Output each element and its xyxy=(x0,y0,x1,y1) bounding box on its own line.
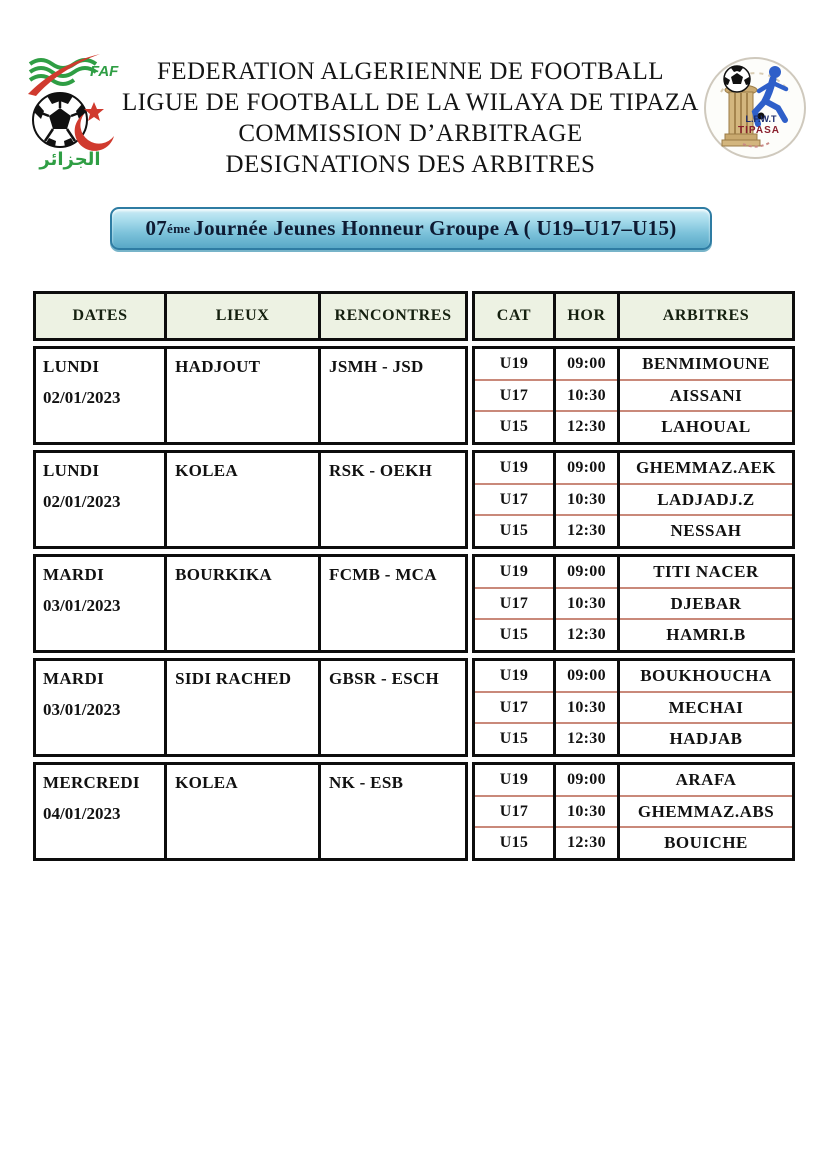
lfwt-tipasa-text: TIPASA xyxy=(737,125,780,136)
banner-number: 07 xyxy=(145,216,168,240)
lieu-cell: HADJOUT xyxy=(164,349,318,442)
cat-cell: U17 xyxy=(475,795,553,827)
arbitre-column xyxy=(617,453,792,546)
cat-cell: U15 xyxy=(475,514,553,546)
lieu-cell: BOURKIKA xyxy=(164,557,318,650)
arbitre-cell: ARAFA xyxy=(675,769,737,789)
date-cell xyxy=(36,453,164,546)
cat-column xyxy=(475,349,553,442)
date-day: MARDI xyxy=(43,669,104,688)
arbitre-cell: TITI NACER xyxy=(653,561,759,581)
arbitre-cell: LADJADJ.Z xyxy=(620,483,792,515)
date-cell xyxy=(36,661,164,754)
date-value: 02/01/2023 xyxy=(43,388,121,407)
arbitre-cell: HADJAB xyxy=(620,722,792,754)
cat-column xyxy=(475,453,553,546)
date-day: MARDI xyxy=(43,565,104,584)
match-group-row xyxy=(33,346,795,445)
hor-cell: 10:30 xyxy=(556,795,617,827)
col-header-hor: HOR xyxy=(553,294,617,338)
cat-cell: U15 xyxy=(475,826,553,858)
match-group-row xyxy=(33,554,795,653)
rencontre-cell: JSMH - JSD xyxy=(318,349,465,442)
faf-arabic-caption: الجزائر xyxy=(39,149,101,170)
faf-acronym-text: FAF xyxy=(90,63,119,80)
hor-cell: 10:30 xyxy=(556,483,617,515)
arbitre-cell: HAMRI.B xyxy=(620,618,792,650)
arbitre-cell: BENMIMOUNE xyxy=(642,353,770,373)
faf-logo-icon xyxy=(22,50,122,172)
hor-cell: 12:30 xyxy=(556,514,617,546)
match-group-row xyxy=(33,450,795,549)
hor-cell: 12:30 xyxy=(556,410,617,442)
date-value: 03/01/2023 xyxy=(43,700,121,719)
hor-column xyxy=(553,349,617,442)
hor-column xyxy=(553,453,617,546)
lieu-cell: KOLEA xyxy=(164,453,318,546)
header-title-block xyxy=(122,50,699,180)
date-day: LUNDI xyxy=(43,461,100,480)
col-header-lieux: LIEUX xyxy=(164,294,318,338)
table-body xyxy=(33,346,795,861)
date-value: 02/01/2023 xyxy=(43,492,121,511)
hor-cell: 12:30 xyxy=(556,826,617,858)
hor-cell: 09:00 xyxy=(567,562,606,580)
arbitre-column xyxy=(617,557,792,650)
arbitre-cell: NESSAH xyxy=(620,514,792,546)
banner-ordinal-sup: éme xyxy=(167,220,191,236)
hor-cell: 12:30 xyxy=(556,722,617,754)
lfwt-logo-icon xyxy=(699,52,811,164)
commission-title: COMMISSION D’ARBITRAGE xyxy=(238,120,583,147)
arbitre-cell: AISSANI xyxy=(620,379,792,411)
col-header-cat: CAT xyxy=(496,307,532,324)
cat-cell: U15 xyxy=(475,410,553,442)
arbitre-cell: MECHAI xyxy=(620,691,792,723)
title-banner xyxy=(110,207,712,250)
cat-cell: U19 xyxy=(499,666,529,684)
hor-column xyxy=(553,661,617,754)
arbitre-cell: BOUKHOUCHA xyxy=(640,665,772,685)
hor-column xyxy=(553,765,617,858)
cat-cell: U17 xyxy=(475,587,553,619)
lieu-cell: KOLEA xyxy=(164,765,318,858)
designations-table xyxy=(33,291,795,861)
cat-cell: U19 xyxy=(499,770,529,788)
designations-title: DESIGNATIONS DES ARBITRES xyxy=(225,151,596,178)
col-header-arbitres: ARBITRES xyxy=(617,294,792,338)
cat-cell: U19 xyxy=(499,562,529,580)
federation-title: FEDERATION ALGERIENNE DE FOOTBALL xyxy=(156,58,664,85)
cat-cell: U17 xyxy=(475,379,553,411)
ligue-title: LIGUE DE FOOTBALL DE LA WILAYA DE TIPAZA xyxy=(122,89,699,116)
cat-cell: U19 xyxy=(499,458,529,476)
arbitre-cell: LAHOUAL xyxy=(620,410,792,442)
date-cell xyxy=(36,349,164,442)
arbitre-column xyxy=(617,349,792,442)
cat-column xyxy=(475,661,553,754)
arbitre-cell: BOUICHE xyxy=(620,826,792,858)
hor-cell: 09:00 xyxy=(567,770,606,788)
banner-text: Journée Jeunes Honneur Groupe A ( U19–U17–U15) xyxy=(193,216,677,240)
cat-column xyxy=(475,765,553,858)
faf-algeria-logo xyxy=(22,50,122,177)
table-header-row xyxy=(33,291,795,341)
document-header xyxy=(0,0,827,180)
cat-cell: U15 xyxy=(475,722,553,754)
col-header-dates: DATES xyxy=(72,307,128,324)
hor-cell: 09:00 xyxy=(567,666,606,684)
arbitre-cell: DJEBAR xyxy=(620,587,792,619)
hor-column xyxy=(553,557,617,650)
date-value: 04/01/2023 xyxy=(43,804,121,823)
date-day: MERCREDI xyxy=(43,773,140,792)
lfwt-tipasa-logo xyxy=(699,52,811,169)
lieu-cell: SIDI RACHED xyxy=(164,661,318,754)
hor-cell: 10:30 xyxy=(556,587,617,619)
cat-cell: U15 xyxy=(475,618,553,650)
rencontre-cell: GBSR - ESCH xyxy=(318,661,465,754)
col-header-rencontres: RENCONTRES xyxy=(318,294,465,338)
hor-cell: 10:30 xyxy=(556,379,617,411)
date-cell xyxy=(36,557,164,650)
hor-cell: 09:00 xyxy=(567,354,606,372)
arbitre-column xyxy=(617,661,792,754)
arbitre-cell: GHEMMAZ.AEK xyxy=(635,457,777,477)
date-value: 03/01/2023 xyxy=(43,596,121,615)
cat-cell: U17 xyxy=(475,691,553,723)
cat-cell: U19 xyxy=(499,354,529,372)
arbitre-column xyxy=(617,765,792,858)
cat-column xyxy=(475,557,553,650)
arbitre-cell: GHEMMAZ.ABS xyxy=(620,795,792,827)
hor-cell: 09:00 xyxy=(567,458,606,476)
rencontre-cell: FCMB - MCA xyxy=(318,557,465,650)
cat-cell: U17 xyxy=(475,483,553,515)
match-group-row xyxy=(33,762,795,861)
hor-cell: 12:30 xyxy=(556,618,617,650)
date-day: LUNDI xyxy=(43,357,100,376)
banner-row xyxy=(110,207,712,250)
hor-cell: 10:30 xyxy=(556,691,617,723)
lfwt-acronym-text: L.F.W.T xyxy=(745,114,777,124)
rencontre-cell: RSK - OEKH xyxy=(318,453,465,546)
match-group-row xyxy=(33,658,795,757)
rencontre-cell: NK - ESB xyxy=(318,765,465,858)
date-cell xyxy=(36,765,164,858)
